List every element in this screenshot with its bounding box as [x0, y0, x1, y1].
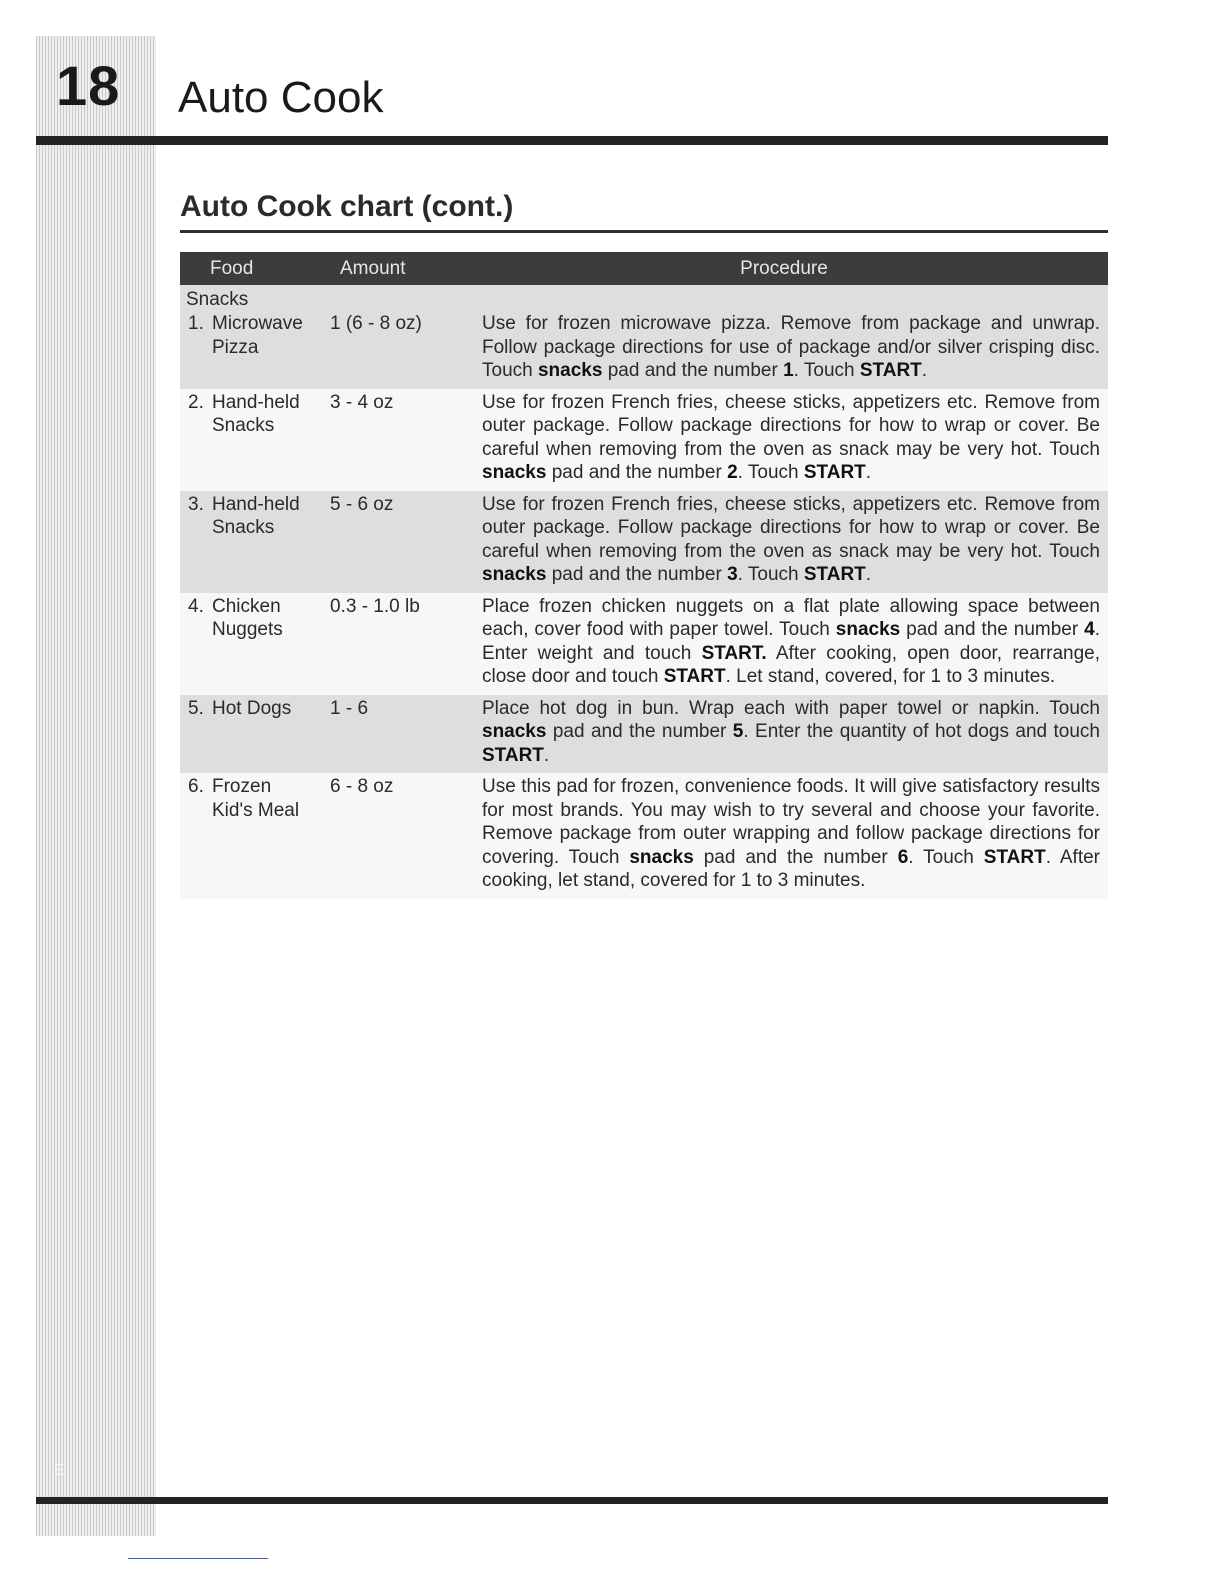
procedure-text: pad and the number [602, 360, 784, 381]
procedure-emphasis: 1 [783, 360, 794, 381]
food-name: Microwave [212, 313, 303, 334]
procedure-text: pad and the number [546, 721, 733, 742]
procedure-text: pad and the number [900, 619, 1085, 640]
food-number: 4. [188, 595, 204, 617]
procedure-emphasis: START [663, 666, 726, 687]
footer-rule [36, 1497, 1108, 1504]
procedure-emphasis: START [983, 846, 1046, 868]
auto-cook-chart [180, 252, 1108, 899]
procedure-cell [482, 493, 1108, 587]
table-row [180, 593, 1108, 695]
food-cell [180, 391, 330, 485]
amount-cell: 5 - 6 oz [330, 493, 394, 515]
food-name-line2: Snacks [212, 517, 275, 538]
header-procedure: Procedure [740, 257, 828, 279]
food-cell [180, 595, 330, 689]
table-row [180, 491, 1108, 593]
food-name-line2: Pizza [212, 336, 259, 358]
food-name: Chicken [212, 595, 281, 617]
food-number: 1. [188, 313, 204, 334]
footer-link-underline [128, 1558, 268, 1559]
food-name-line2: Nuggets [212, 619, 283, 640]
procedure-text: pad and the number [546, 462, 728, 483]
procedure-text: . [865, 462, 872, 483]
food-name-line2: Kid's Meal [212, 799, 300, 821]
food-name: Hot Dogs [212, 697, 292, 719]
food-cell [180, 312, 330, 383]
procedure-text: . Enter the quantity of hot dogs and touch [743, 721, 1100, 742]
procedure-emphasis: START [803, 462, 866, 483]
amount-cell: 1 - 6 [330, 697, 369, 719]
procedure-text: Use for frozen French fries, cheese sticks, appetizers etc. Remove from outer package. Follow package directions for how to wrap or cover. Be careful when removing from the oven as snack may be very hot. Touch [482, 391, 1100, 460]
procedure-text: After cooking, open door, rearrange, close door and touch [482, 642, 1100, 687]
procedure-text: . [865, 564, 872, 585]
procedure-emphasis: snacks [482, 462, 547, 483]
food-number: 3. [188, 493, 204, 515]
amount-cell: 6 - 8 oz [330, 776, 394, 797]
side-tab-strip [36, 36, 156, 1536]
food-name-line2: Snacks [212, 415, 275, 436]
amount-cell: 0.3 - 1.0 lb [330, 595, 420, 617]
chart-header-row [180, 252, 1108, 285]
amount-cell: 3 - 4 oz [330, 391, 394, 413]
header-rule [36, 136, 1108, 145]
procedure-emphasis: snacks [835, 619, 901, 640]
food-name: Hand-held [212, 391, 300, 413]
food-cell [180, 775, 330, 893]
procedure-cell [482, 697, 1108, 768]
procedure-cell [482, 595, 1108, 689]
procedure-text: pad and the number [546, 564, 728, 585]
procedure-text: Place hot dog in bun. Wrap each with paper towel or napkin. Touch [482, 697, 1100, 719]
procedure-text: . Touch [793, 360, 860, 381]
group-label: Snacks [186, 289, 249, 310]
procedure-cell [482, 312, 1108, 383]
procedure-text: Use for frozen French fries, cheese sticks, appetizers etc. Remove from outer package. Follow package directions for how to wrap or cover. Be careful when removing from the oven as snack may be very hot. Touch [482, 493, 1100, 562]
table-row [180, 285, 1108, 389]
procedure-cell [482, 775, 1108, 893]
procedure-emphasis: 5 [732, 721, 744, 742]
procedure-text: . After cooking, let stand, covered for 1 to 3 minutes. [482, 846, 1100, 891]
procedure-emphasis: 3 [727, 564, 738, 585]
food-name: Frozen [212, 776, 272, 797]
procedure-emphasis: snacks [482, 721, 547, 742]
procedure-emphasis: START [482, 744, 544, 766]
procedure-emphasis: START. [701, 642, 767, 664]
header-amount: Amount [340, 257, 406, 279]
procedure-text: . Touch [737, 462, 804, 483]
procedure-emphasis: snacks [537, 360, 603, 381]
procedure-text: . Let stand, covered, for 1 to 3 minutes. [725, 666, 1056, 687]
side-tab-letter: E [54, 1462, 65, 1479]
procedure-cell [482, 391, 1108, 485]
section-heading: Auto Cook chart (cont.) [180, 190, 514, 223]
table-row [180, 695, 1108, 774]
procedure-text: pad and the number [693, 846, 898, 868]
procedure-text: . Touch [737, 564, 804, 585]
food-name: Hand-held [212, 493, 300, 515]
procedure-emphasis: snacks [482, 564, 547, 585]
procedure-text: Place frozen chicken nuggets on a flat plate allowing space between each, cover food with paper towel. Touch [482, 595, 1100, 640]
section-rule [180, 230, 1108, 233]
food-number: 5. [188, 697, 204, 719]
procedure-emphasis: 2 [727, 462, 738, 483]
food-cell [180, 493, 330, 587]
table-row [180, 389, 1108, 491]
procedure-emphasis: START [803, 564, 866, 585]
procedure-text: . [543, 744, 550, 766]
food-cell [180, 697, 330, 768]
procedure-text: . [921, 360, 928, 381]
procedure-text: Use this pad for frozen, convenience foods. It will give satisfactory results for most brands. You may wish to try several and choose your favorite. Remove package from outer wrapping and follow package directions for covering. Touch [482, 776, 1100, 868]
header-food: Food [210, 257, 254, 279]
amount-cell: 1 (6 - 8 oz) [330, 313, 422, 334]
procedure-text: Use for frozen microwave pizza. Remove from package and unwrap. Follow package directions for use of package and/or silver crisping disc. Touch [482, 313, 1100, 381]
chart-body [180, 285, 1108, 899]
table-row [180, 773, 1108, 899]
procedure-emphasis: snacks [629, 846, 694, 868]
page-number: 18 [56, 54, 121, 117]
procedure-text: . Enter weight and touch [482, 619, 1100, 664]
procedure-emphasis: 4 [1084, 619, 1095, 640]
page-title: Auto Cook [178, 73, 384, 122]
food-number: 2. [188, 391, 204, 413]
food-number: 6. [188, 776, 204, 797]
procedure-text: . Touch [908, 846, 984, 868]
procedure-emphasis: START [859, 360, 922, 381]
procedure-emphasis: 6 [897, 846, 909, 868]
